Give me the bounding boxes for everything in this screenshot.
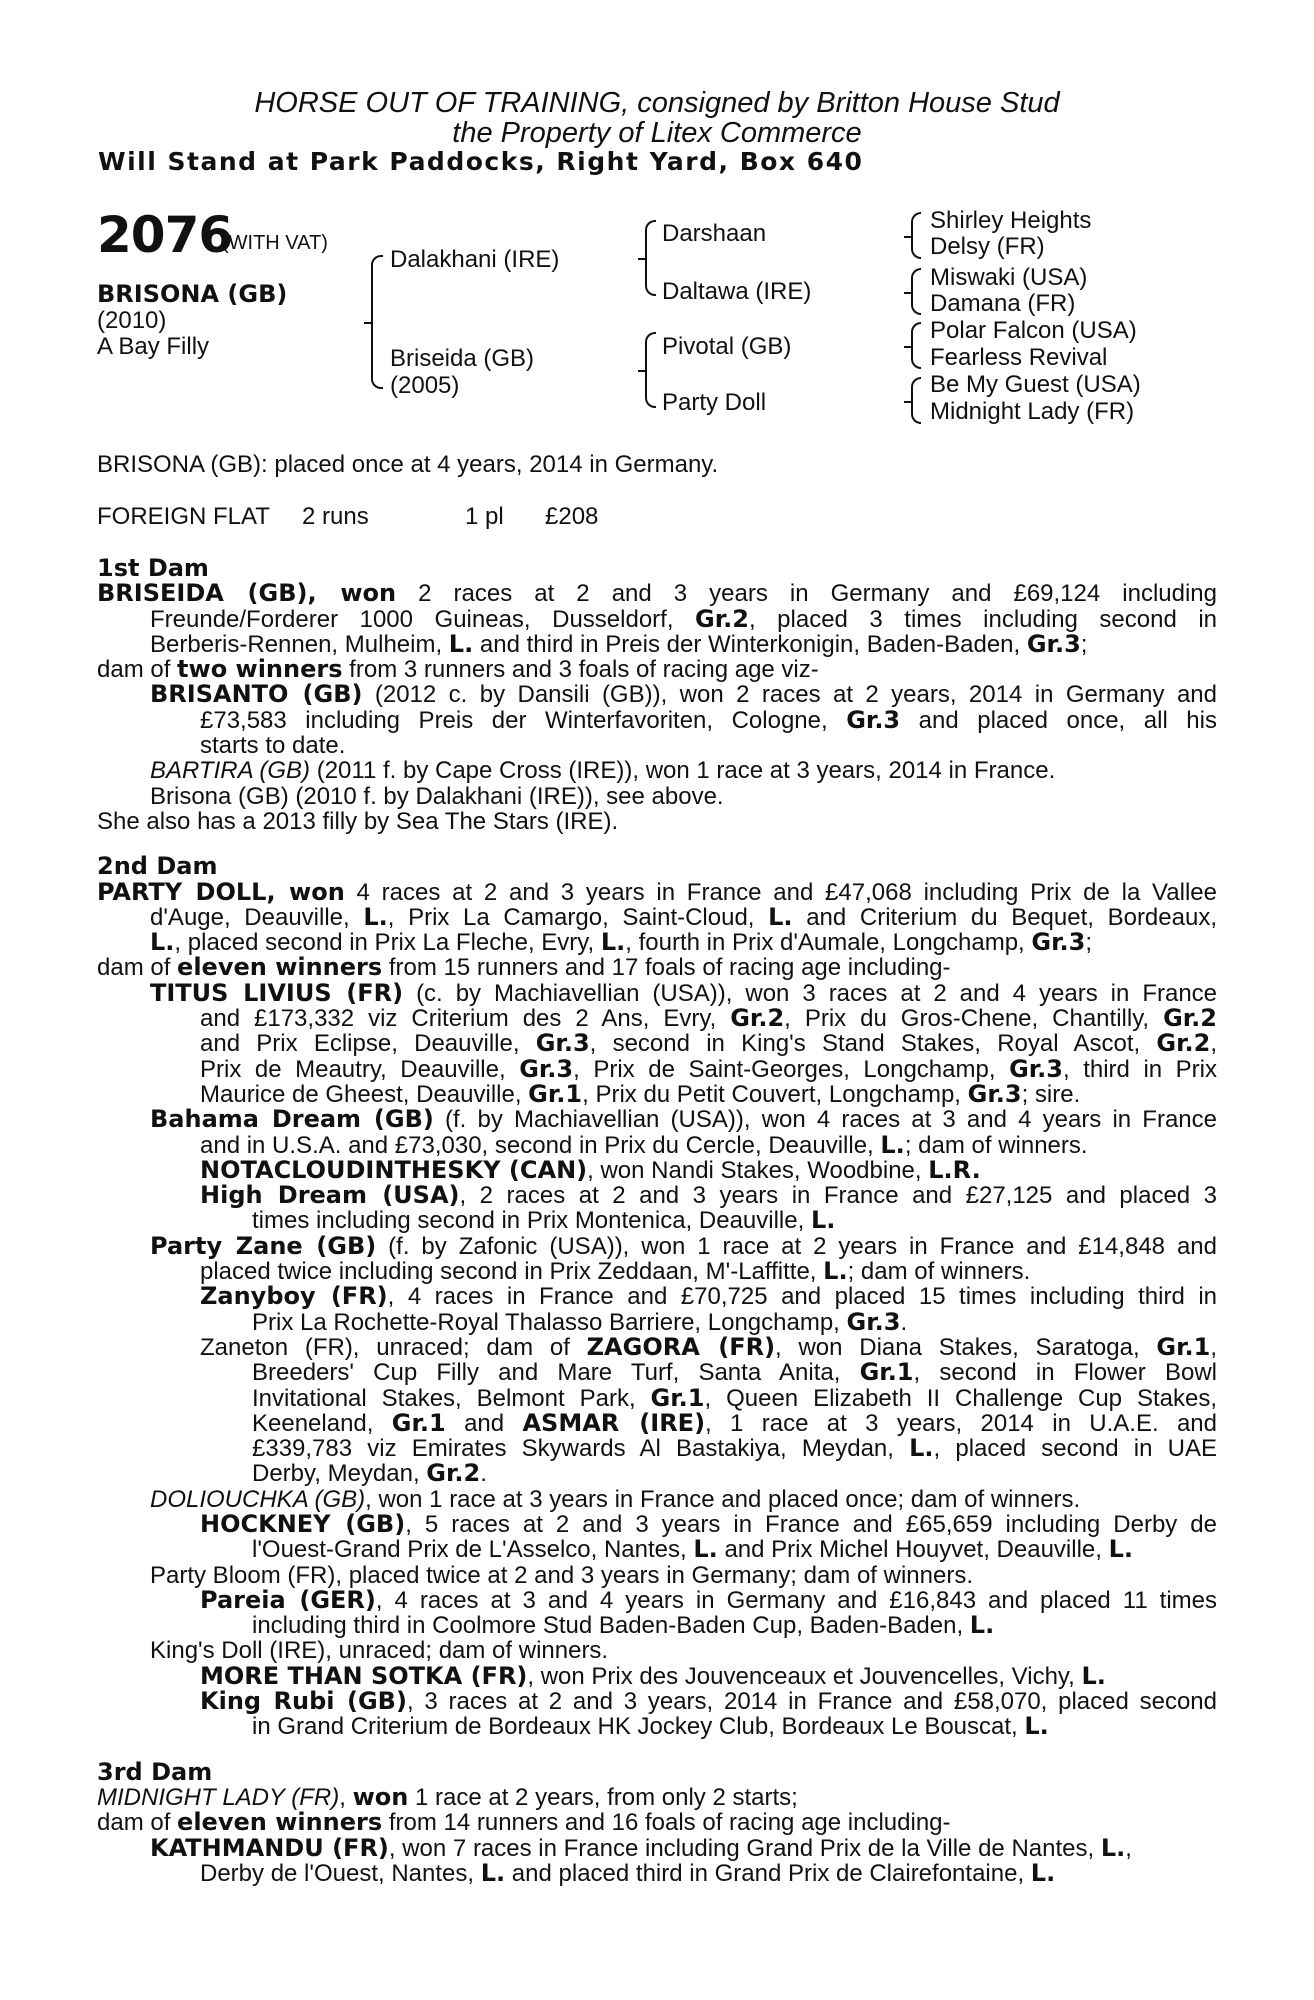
- second-dam-line: Invitational Stakes, Belmont Park, Gr.1, Queen Elizabeth II Challenge Cup Stakes,: [252, 1383, 1217, 1412]
- third-dam-heading: 3rd Dam: [97, 1757, 213, 1786]
- lot-number: 2076: [97, 206, 233, 264]
- second-dam-line: MORE THAN SOTKA (FR), won Prix des Jouvenceaux et Jouvencelles, Vichy, L.: [200, 1661, 1106, 1690]
- pedigree-brace-sire: [645, 220, 656, 296]
- second-dam-line: Prix La Rochette-Royal Thalasso Barriere, Longchamp, Gr.3.: [252, 1307, 908, 1336]
- record-runs: 2 runs: [302, 503, 369, 530]
- pedigree-brace-3a: [911, 212, 921, 259]
- second-dam-line: and Prix Eclipse, Deauville, Gr.3, second in King's Stand Stakes, Royal Ascot, Gr.2,: [200, 1029, 1217, 1058]
- second-dam-line: Party Bloom (FR), placed twice at 2 and 3 years in Germany; dam of winners.: [150, 1561, 973, 1589]
- second-dam-line: Zaneton (FR), unraced; dam of ZAGORA (FR), won Diana Stakes, Saratoga, Gr.1,: [200, 1332, 1217, 1361]
- second-dam-line: PARTY DOLL, won 4 races at 2 and 3 years in France and £47,068 including Prix de la Vallee: [97, 877, 1217, 906]
- pedigree-dam-year: (2005): [390, 372, 460, 399]
- second-dam-line: Breeders' Cup Filly and Mare Turf, Santa Anita, Gr.1, second in Flower Bowl: [252, 1358, 1217, 1387]
- second-dam-line: Pareia (GER), 4 races at 3 and 4 years in Germany and £16,843 and placed 11 times: [200, 1585, 1218, 1614]
- first-dam-line: £73,583 including Preis der Winterfavoriten, Cologne, Gr.3 and placed once, all his: [200, 705, 1217, 734]
- horse-year: (2010): [97, 307, 167, 334]
- second-dam-line: and £173,332 viz Criterium des 2 Ans, Evry, Gr.2, Prix du Gros-Chene, Chantilly, Gr.2: [200, 1004, 1217, 1033]
- pedigree-gg2: Delsy (FR): [930, 233, 1045, 260]
- pedigree-gg4: Damana (FR): [930, 290, 1076, 317]
- second-dam-line: L., placed second in Prix La Fleche, Evry, L., fourth in Prix d'Aumale, Longchamp, Gr.3;: [150, 928, 1092, 957]
- first-dam-line: She also has a 2013 filly by Sea The Stars (IRE).: [97, 807, 619, 835]
- second-dam-line: Zanyboy (FR), 4 races in France and £70,725 and placed 15 times including third in: [200, 1282, 1217, 1311]
- pedigree-sire: Dalakhani (IRE): [390, 246, 560, 273]
- second-dam-line: l'Ouest-Grand Prix de L'Asselco, Nantes, L. and Prix Michel Houyvet, Deauville, L.: [252, 1535, 1134, 1564]
- second-dam-line: Keeneland, Gr.1 and ASMAR (IRE), 1 race at 3 years, 2014 in U.A.E. and: [252, 1408, 1218, 1437]
- pedigree-gg7: Be My Guest (USA): [930, 371, 1141, 398]
- stand-location: Will Stand at Park Paddocks, Right Yard, Box 640: [98, 147, 864, 176]
- record-placings: 1 pl: [465, 503, 504, 530]
- first-dam-line: BRISEIDA (GB), won 2 races at 2 and 3 years in Germany and £69,124 including: [97, 579, 1218, 608]
- second-dam-line: including third in Coolmore Stud Baden-Baden Cup, Baden-Baden, L.: [252, 1611, 995, 1640]
- pedigree-gg5: Polar Falcon (USA): [930, 317, 1137, 344]
- record-earnings: £208: [545, 503, 599, 530]
- second-dam-line: HOCKNEY (GB), 5 races at 2 and 3 years in France and £65,659 including Derby de: [200, 1509, 1218, 1538]
- property-line: the Property of Litex Commerce: [452, 117, 862, 149]
- horse-description: A Bay Filly: [97, 333, 210, 360]
- pedigree-gg6: Fearless Revival: [930, 344, 1108, 371]
- second-dam-line: dam of eleven winners from 15 runners and 17 foals of racing age including-: [97, 953, 951, 982]
- second-dam-line: High Dream (USA), 2 races at 2 and 3 years in France and £27,125 and placed 3: [200, 1181, 1218, 1210]
- third-dam-line: Derby de l'Ouest, Nantes, L. and placed third in Grand Prix de Clairefontaine, L.: [200, 1858, 1056, 1887]
- first-dam-line: BARTIRA (GB) (2011 f. by Cape Cross (IRE)), won 1 race at 3 years, 2014 in France.: [150, 757, 1056, 785]
- consignor-line: HORSE OUT OF TRAINING, consigned by Britton House Stud: [254, 87, 1060, 119]
- first-dam-line: starts to date.: [200, 732, 346, 760]
- pedigree-brace-gen1: [371, 255, 383, 389]
- pedigree-brace-3d: [911, 377, 921, 424]
- vat-note: (WITH VAT): [222, 232, 328, 254]
- pedigree-brace-3b: [911, 268, 921, 315]
- record-label: FOREIGN FLAT: [97, 503, 270, 530]
- third-dam-line: MIDNIGHT LADY (FR), won 1 race at 2 years, from only 2 starts;: [97, 1782, 798, 1811]
- second-dam-line: Bahama Dream (GB) (f. by Machiavellian (USA)), won 4 races at 3 and 4 years in France: [150, 1105, 1217, 1134]
- second-dam-line: placed twice including second in Prix Zeddaan, M'-Laffitte, L.; dam of winners.: [200, 1257, 1031, 1286]
- third-dam-line: KATHMANDU (FR), won 7 races in France including Grand Prix de la Ville de Nantes, L.,: [150, 1833, 1132, 1862]
- produce-record: [97, 556, 1217, 1886]
- second-dam-line: DOLIOUCHKA (GB), won 1 race at 3 years in France and placed once; dam of winners.: [150, 1485, 1081, 1513]
- second-dam-line: in Grand Criterium de Bordeaux HK Jockey Club, Bordeaux Le Bouscat, L.: [252, 1712, 1049, 1741]
- first-dam-line: Freunde/Forderer 1000 Guineas, Dusseldorf, Gr.2, placed 3 times including second in: [150, 604, 1218, 633]
- second-dam-line: Prix de Meautry, Deauville, Gr.3, Prix de Saint-Georges, Longchamp, Gr.3, third in Prix: [200, 1054, 1218, 1083]
- pedigree-gg3: Miswaki (USA): [930, 264, 1088, 291]
- second-dam-line: NOTACLOUDINTHESKY (CAN), won Nandi Stakes, Woodbine, L.R.: [200, 1155, 981, 1184]
- second-dam-line: and in U.S.A. and £73,030, second in Prix du Cercle, Deauville, L.; dam of winners.: [200, 1130, 1088, 1159]
- second-dam-line: Maurice de Gheest, Deauville, Gr.1, Prix du Petit Couvert, Longchamp, Gr.3; sire.: [200, 1079, 1081, 1108]
- second-dam-line: TITUS LIVIUS (FR) (c. by Machiavellian (USA)), won 3 races at 2 and 4 years in France: [150, 978, 1218, 1007]
- pedigree-brace-3c: [911, 322, 921, 369]
- third-dam-line: dam of eleven winners from 14 runners and 16 foals of racing age including-: [97, 1808, 951, 1837]
- pedigree-gg8: Midnight Lady (FR): [930, 398, 1135, 425]
- first-dam-line: Berberis-Rennen, Mulheim, L. and third in Preis der Winterkonigin, Baden-Baden, Gr.3;: [150, 629, 1088, 658]
- pedigree-dam: Briseida (GB): [390, 345, 535, 372]
- second-dam-line: King Rubi (GB), 3 races at 2 and 3 years, 2014 in France and £58,070, placed second: [200, 1687, 1218, 1716]
- first-dam-line: Brisona (GB) (2010 f. by Dalakhani (IRE)), see above.: [150, 782, 724, 810]
- second-dam-line: £339,783 viz Emirates Skywards Al Bastakiya, Meydan, L., placed second in UAE: [252, 1434, 1218, 1463]
- second-dam-line: Derby, Meydan, Gr.2.: [252, 1459, 487, 1488]
- pedigree-sire-dam: Daltawa (IRE): [662, 278, 812, 305]
- second-dam-line: times including second in Prix Montenica, Deauville, L.: [252, 1206, 836, 1235]
- pedigree-dam-dam: Party Doll: [662, 389, 767, 416]
- second-dam-line: Party Zane (GB) (f. by Zafonic (USA)), won 1 race at 2 years in France and £14,848 and: [150, 1231, 1217, 1260]
- horse-name: BRISONA (GB): [97, 280, 288, 308]
- placed-summary: BRISONA (GB): placed once at 4 years, 2014 in Germany.: [97, 451, 719, 478]
- pedigree-brace-dam: [645, 332, 656, 408]
- second-dam-heading: 2nd Dam: [97, 852, 218, 881]
- second-dam-line: King's Doll (IRE), unraced; dam of winners.: [150, 1637, 609, 1665]
- first-dam-line: BRISANTO (GB) (2012 c. by Dansili (GB)), won 2 races at 2 years, 2014 in Germany and: [150, 680, 1217, 709]
- pedigree-sire-sire: Darshaan: [662, 220, 767, 247]
- second-dam-line: d'Auge, Deauville, L., Prix La Camargo, Saint-Cloud, L. and Criterium du Bequet, Bordeaux,: [150, 902, 1217, 931]
- first-dam-line: dam of two winners from 3 runners and 3 foals of racing age viz-: [97, 655, 819, 684]
- pedigree-dam-sire: Pivotal (GB): [662, 333, 792, 360]
- first-dam-heading: 1st Dam: [97, 554, 209, 582]
- pedigree-gg1: Shirley Heights: [930, 207, 1092, 234]
